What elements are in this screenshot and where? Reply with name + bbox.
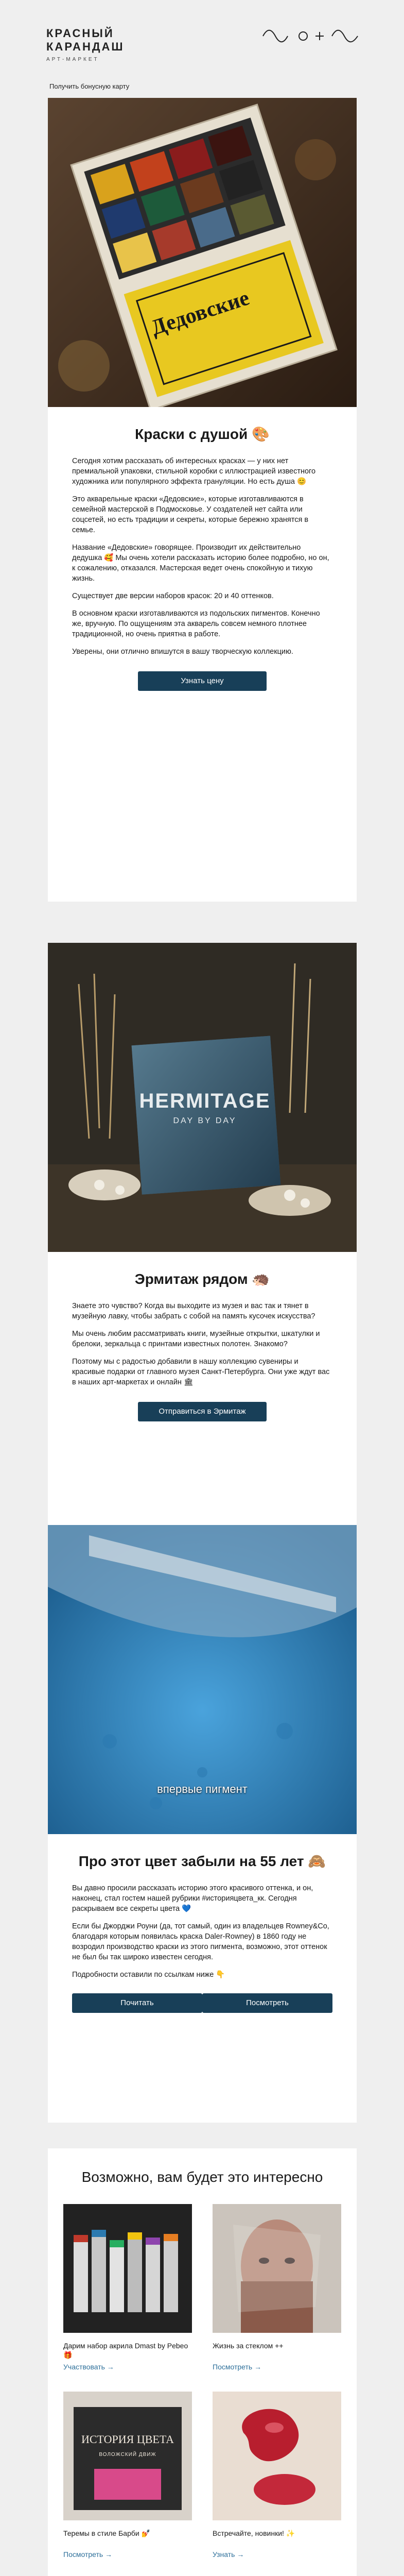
paints-paragraph: Уверены, они отлично впишутся в вашу творческую коллекцию. bbox=[72, 648, 293, 656]
interest-tile-text: Жизнь за стеклом ++ bbox=[213, 2342, 284, 2350]
interest-tile-text: Дарим набор акрила Dmast by Pebeo 🎁 bbox=[63, 2342, 188, 2359]
color-history-paragraph: Вы давно просили рассказать историю этого красивого оттенка, и он, наконец, стал гостем нашей рубрики #историяцвета_кк. Сегодня раскрываем все секреты цвета 💙 bbox=[72, 1884, 313, 1913]
hermitage-paragraph: Мы очень любим рассматривать книги, музейные открытки, шкатулки и брелоки, зеркальца с принтами известных полотен. Знакомо? bbox=[72, 1330, 320, 1348]
squiggle-decoration-icon bbox=[262, 26, 360, 46]
brand-logo[interactable] bbox=[46, 27, 125, 62]
paints-paragraph: Существует две версии наборов красок: 20 и 40 оттенков. bbox=[72, 592, 274, 600]
hermitage-card bbox=[48, 943, 357, 1607]
color-history-paragraph: Подробности оставили по ссылкам ниже 👇 bbox=[72, 1971, 225, 1979]
get-bonus-card-link[interactable]: Получить бонусную карту bbox=[49, 82, 130, 90]
go-to-hermitage-button[interactable]: Отправиться в Эрмитаж bbox=[138, 1402, 267, 1421]
logo-line-1: КРАСНЫЙ bbox=[46, 27, 114, 40]
interest-tile-link[interactable]: Посмотреть → bbox=[63, 2550, 113, 2558]
interest-tile-link[interactable]: Узнать → bbox=[213, 2550, 244, 2558]
paints-paragraph: Сегодня хотим рассказать об интересных красках — у них нет премиальной упаковки, стильной коробки с иллюстрацией известного художника или популярного эффекта грануляции. Но есть душа 😊 bbox=[72, 457, 316, 486]
paints-paragraph: В основном краски изготавливаются из подольских пигментов. Конечно же, вручную. По ощущениям эта акварель совсем немного плотнее традиционной, но очень приятна в работе. bbox=[72, 609, 320, 638]
paints-paragraph: Это акварельные краски «Дедовские», которые изготавливаются в семейной мастерской в Подмосковье. У создателей нет сайта или соцсетей, но есть традиции и секреты, которые бережно хранятся в семье. bbox=[72, 495, 309, 534]
paints-photo bbox=[48, 98, 357, 407]
hermitage-paragraph: Знаете это чувство? Когда вы выходите из музея и вас так и тянет в музейную лавку, чтобы забрать с собой на память кусочек искусства? bbox=[72, 1302, 315, 1320]
interest-title: Возможно, вам будет это интересно bbox=[81, 2169, 323, 2185]
hermitage-photo bbox=[48, 943, 357, 1252]
interest-tile-link[interactable]: Участвовать → bbox=[63, 2363, 114, 2371]
svg-text:Дедовские: Дедовские bbox=[148, 286, 253, 341]
interest-tile[interactable] bbox=[63, 2204, 192, 2371]
watch-button[interactable]: Посмотреть bbox=[202, 1993, 332, 2013]
read-button[interactable]: Почитать bbox=[72, 1993, 202, 2013]
interest-tile-text: Встречайте, новинки! ✨ bbox=[213, 2529, 295, 2537]
svg-text:DAY BY DAY: DAY BY DAY bbox=[173, 1116, 237, 1125]
hermitage-title: Эрмитаж рядом 🦔 bbox=[134, 1271, 270, 1287]
pigment-caption: впервые пигмент bbox=[157, 1783, 248, 1795]
logo-line-2: КАРАНДАШ bbox=[46, 40, 125, 53]
interest-tile[interactable] bbox=[213, 2392, 341, 2558]
acrylic-set-image bbox=[63, 2204, 192, 2333]
paints-title: Краски с душой 🎨 bbox=[135, 426, 270, 442]
interest-tile-text: Теремы в стиле Барби 💅 bbox=[63, 2529, 151, 2537]
watercolor-box-image bbox=[48, 98, 357, 407]
paints-card bbox=[48, 98, 357, 902]
paints-paragraph: Название «Дедовские» говорящее. Производит их действительно дедушка 🥰 Мы очень хотели рассказать историю более подробно, но он, к сожалению, отказался. Мастерская ведет очень спокойную и тихую жизнь. bbox=[72, 544, 329, 583]
color-history-paragraph: Если бы Джорджи Роуни (да, тот самый, один из владельцев Rowney&Co, благодаря которым появилась краска Daler-Rowney) в 1860 году не возродил производство краски из этого пигмента, возможно, этот оттенок не был бы так широко известен сегодня. bbox=[72, 1922, 329, 1961]
interest-tile-link[interactable]: Посмотреть → bbox=[213, 2363, 262, 2371]
hermitage-paragraph: Поэтому мы с радостью добавили в нашу коллекцию сувениры и красивые подарки от главного музея Санкт-Петербурга. Они уже ждут вас в наших арт-маркетах и онлайн 🏛 bbox=[72, 1358, 330, 1386]
new-products-image bbox=[213, 2392, 341, 2520]
interest-tile[interactable] bbox=[63, 2392, 192, 2558]
interest-tile[interactable] bbox=[213, 2204, 341, 2371]
color-history-title: Про этот цвет забыли на 55 лет 🙈 bbox=[78, 1853, 326, 1869]
svg-text:HERMITAGE: HERMITAGE bbox=[139, 1090, 271, 1112]
color-history-card bbox=[48, 1525, 357, 2123]
pigment-photo bbox=[48, 1525, 357, 1834]
hermitage-book-image bbox=[48, 943, 357, 1252]
find-price-button[interactable]: Узнать цену bbox=[138, 671, 267, 691]
svg-text:ВОЛОЖСКИЙ ДВИЖ: ВОЛОЖСКИЙ ДВИЖ bbox=[99, 2452, 156, 2458]
portrait-image bbox=[213, 2204, 341, 2333]
header bbox=[0, 0, 404, 90]
svg-text:ИСТОРИЯ ЦВЕТА: ИСТОРИЯ ЦВЕТА bbox=[81, 2433, 174, 2446]
color-history-cover-image bbox=[63, 2392, 192, 2520]
logo-subtitle: АРТ-МАРКЕТ bbox=[46, 57, 99, 62]
interest-section bbox=[48, 2148, 357, 2576]
